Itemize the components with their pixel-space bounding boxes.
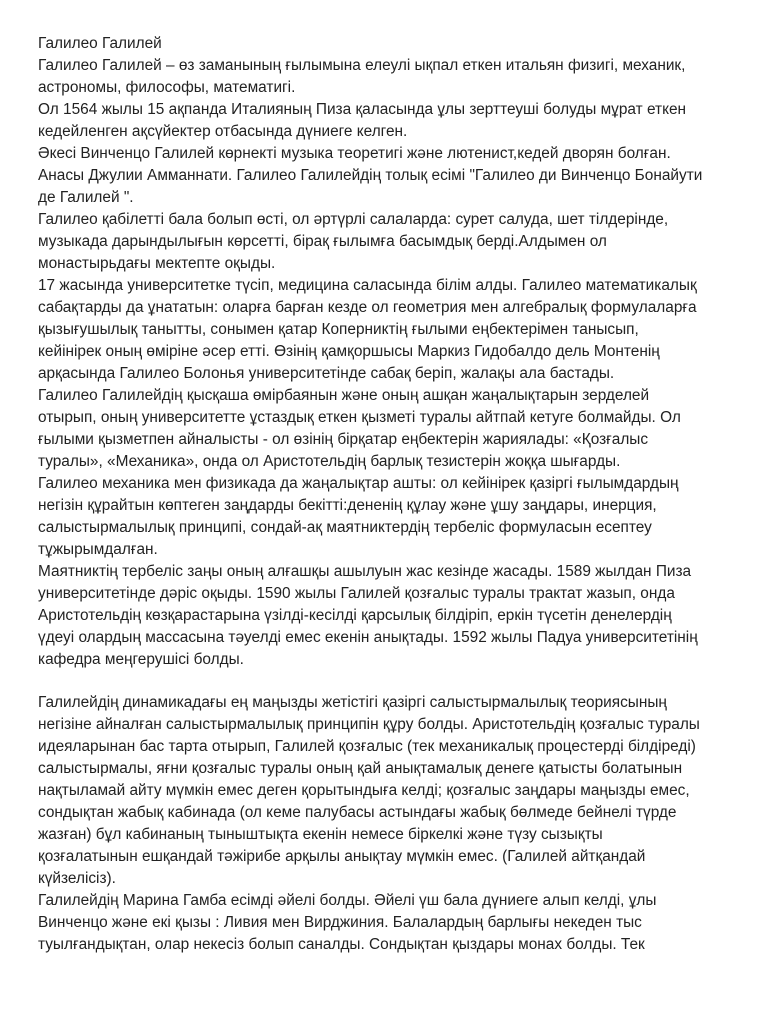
text-line: Винченцо және екі қызы : Ливия мен Вирджиния. Балалардың барлығы некеден тыс — [38, 914, 642, 931]
text-line: Галилео қабілетті бала болып өсті, ол әртүрлі салаларда: сурет салуда, шет тілдерінде, — [38, 211, 669, 228]
text-line: 17 жасында университетке түсіп, медицина саласында білім алды. Галилео математикалық — [38, 277, 697, 294]
text-line: нақтыламай айту мүмкін емес деген қорытындыға келді; қозғалыс заңдары маңызды емес, — [38, 782, 690, 799]
text-line: жазған) бұл кабинаның тыныштықта екенін немесе біркелкі және түзу сызықты — [38, 826, 603, 843]
text-line: астрономы, философы, математигі. — [38, 79, 296, 96]
text-line: идеяларынан бас тарта отырып, Галилей қозғалыс (тек механикалық процестерді білдіреді) — [38, 738, 696, 755]
document-title: Галилео Галилей — [38, 35, 162, 52]
text-line: негізін құрайтын көптеген заңдарды бекітті:дененің құлау және ұшу заңдары, инерция, — [38, 497, 657, 514]
text-line: үдеуі олардың массасына тәуелді емес екенін анықтады. 1592 жылы Падуа университетінің — [38, 629, 698, 646]
text-line: Галилейдің Марина Гамба есімді әйелі болды. Әйелі үш бала дүниеге алып келді, ұлы — [38, 892, 657, 909]
paragraph-gap — [38, 671, 738, 692]
text-line: кедейленген ақсүйектер отбасында дүниеге келген. — [38, 123, 408, 140]
text-line: сондықтан жабық кабинада (ол кеме палубасы астындағы жабық бөлмеде бейнелі түрде — [38, 804, 677, 821]
text-line: сабақтарды да ұнататын: оларға барған кезде ол геометрия мен алгебралық формулаларға — [38, 299, 697, 316]
text-line: Маятниктің тербеліс заңы оның алғашқы ашылуын жас кезінде жасады. 1589 жылдан Пиза — [38, 563, 692, 580]
text-line: Ол 1564 жылы 15 ақпанда Италияның Пиза қаласында ұлы зерттеуші болуды мұрат еткен — [38, 101, 687, 118]
text-line: қозғалатынын ешқандай тәжірибе арқылы анықтау мүмкін емес. (Галилей айтқандай — [38, 848, 646, 865]
text-line: арқасында Галилео Болонья университетінде сабақ беріп, жалақы ала бастады. — [38, 365, 615, 382]
text-line: университетінде дәріс оқыды. 1590 жылы Галилей қозғалыс туралы трактат жазып, онда — [38, 585, 675, 602]
text-line: отырып, оның университетте ұстаздық еткен қызметі туралы айтпай кетуге болмайды. Ол — [38, 409, 681, 426]
text-line: қызығушылық танытты, сонымен қатар Коперниктің ғылыми еңбектерімен танысып, — [38, 321, 639, 338]
text-line: Анасы Джулии Амманнати. Галилео Галилейдің толық есімі "Галилео ди Винченцо Бонайути — [38, 167, 703, 184]
text-line: музыкада дарындылығын көрсетті, бірақ ғылымға басымдық берді.Алдымен ол — [38, 233, 607, 250]
text-line: де Галилей ". — [38, 189, 134, 206]
text-line: Галилео Галилейдің қысқаша өмірбаянын және оның ашқан жаңалықтарын зерделей — [38, 387, 650, 404]
text-line: күйзелісіз). — [38, 870, 116, 887]
document-section-1 — [38, 33, 738, 671]
text-line: салыстырмалы, яғни қозғалыс туралы оның қай анықтамалық денеге қатысты болатынын — [38, 760, 683, 777]
text-line: ғылыми қызметпен айналысты - ол өзінің бірқатар еңбектерін жариялады: «Қозғалыс — [38, 431, 649, 448]
text-line: салыстырмалылық принципі, сондай-ақ маятниктердің тербеліс формуласын есептеу — [38, 519, 652, 536]
text-line: негізіне айналған салыстырмалылық принципін құру болды. Аристотельдің қозғалыс туралы — [38, 716, 700, 733]
text-line: Әкесі Винченцо Галилей көрнекті музыка теоретигі және лютенист,кедей дворян болған. — [38, 145, 671, 162]
text-line: Галилео механика мен физикада да жаңалықтар ашты: ол кейінірек қазіргі ғылымдардың — [38, 475, 679, 492]
text-line: кейінірек оның өміріне әсер етті. Өзінің қамқоршысы Маркиз Гидобалдо дель Монтенің — [38, 343, 660, 360]
text-line: Галилео Галилей – өз заманының ғылымына елеулі ықпал еткен итальян физигі, механик, — [38, 57, 686, 74]
text-line: тұжырымдалған. — [38, 541, 158, 558]
text-line: Галилейдің динамикадағы ең маңызды жетістігі қазіргі салыстырмалылық теориясының — [38, 694, 667, 711]
text-line: Аристотельдің көзқарастарына үзілді-кесілді қарсылық білдіріп, еркін түсетін денелердің — [38, 607, 672, 624]
document-section-2 — [38, 692, 738, 956]
text-line: монастырьдағы мектепте оқыды. — [38, 255, 276, 272]
text-line: кафедра меңгерушісі болды. — [38, 651, 244, 668]
document-page — [38, 33, 738, 956]
text-line: туралы», «Механика», онда ол Аристотельдің барлық тезистерін жоққа шығарды. — [38, 453, 621, 470]
text-line: туылғандықтан, олар некесіз болып саналды. Сондықтан қыздары монах болды. Тек — [38, 936, 645, 953]
